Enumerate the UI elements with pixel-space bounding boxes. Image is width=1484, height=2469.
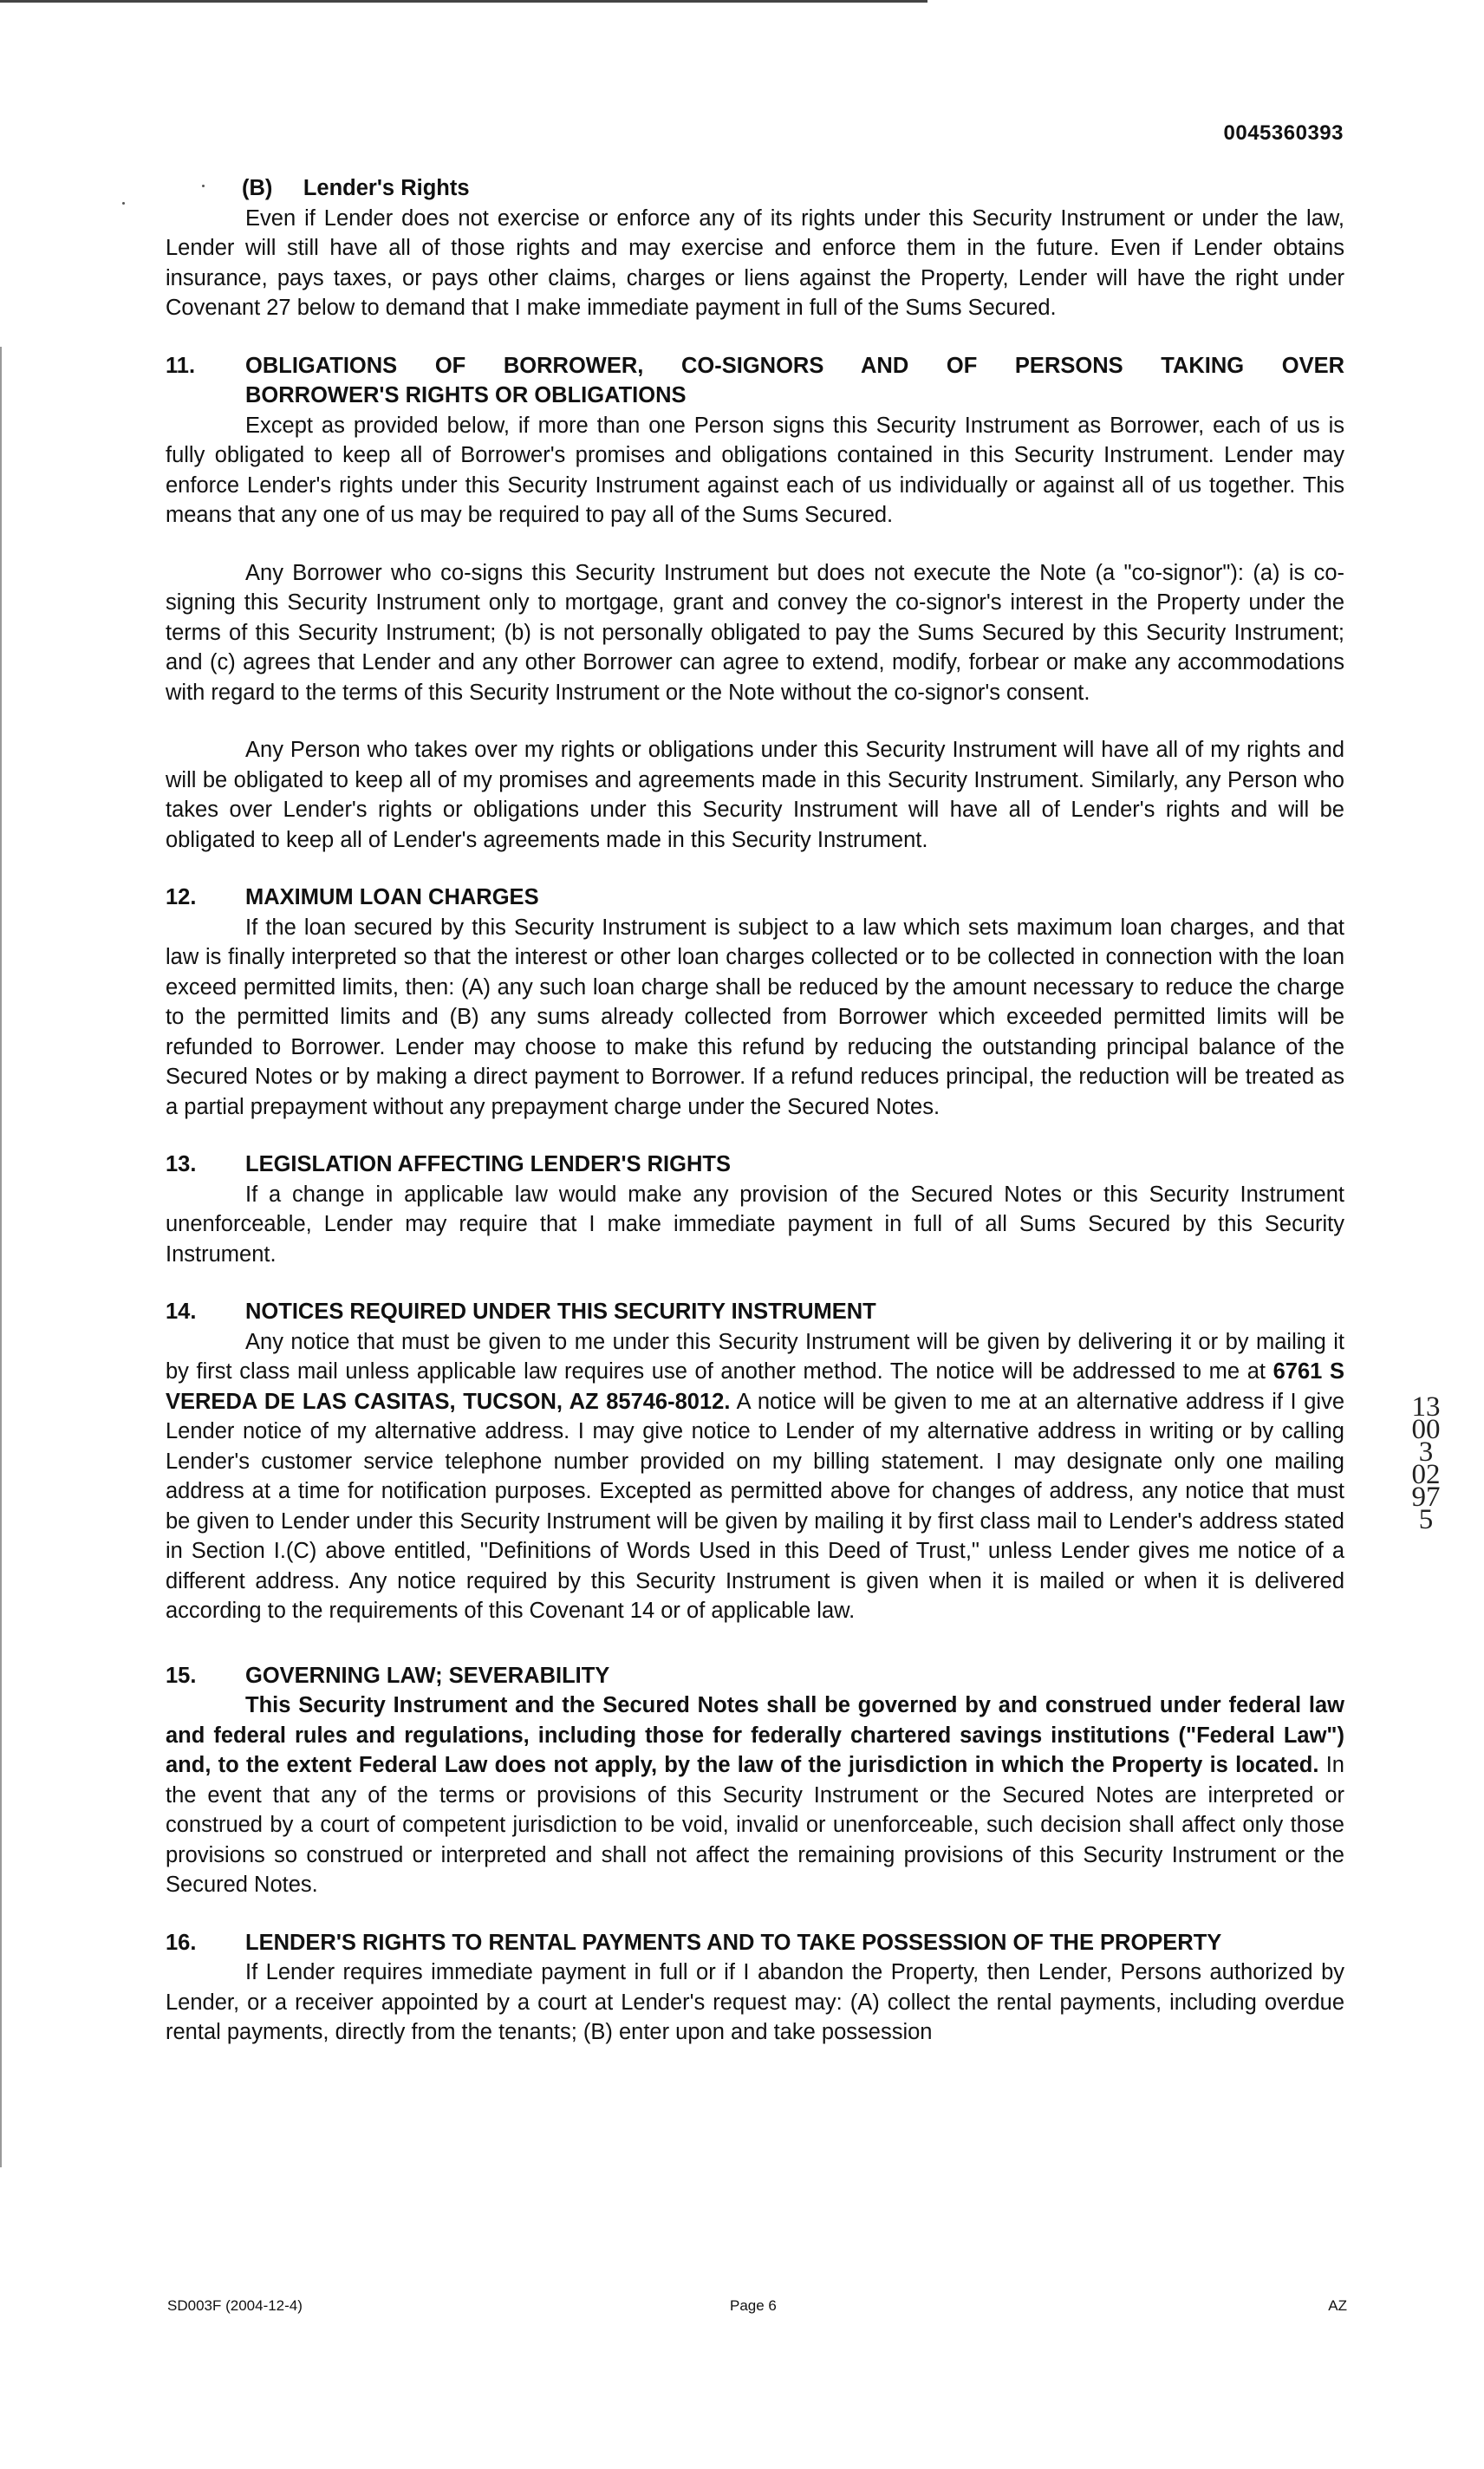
section-b-title: Lender's Rights xyxy=(303,176,470,200)
section-14-heading xyxy=(166,1297,1344,1327)
section-15-heading xyxy=(166,1661,1344,1691)
section-14-title: NOTICES REQUIRED UNDER THIS SECURITY INSTRUMENT xyxy=(245,1300,876,1324)
section-13-number: 13. xyxy=(166,1152,197,1176)
section-11-number: 11. xyxy=(166,353,196,378)
section-11-title-line1: OBLIGATIONS OF BORROWER, CO-SIGNORS AND OF PERSONS TAKING OVER xyxy=(245,353,1344,378)
form-id: SD003F (2004-12-4) xyxy=(167,2297,303,2314)
section-13-paragraph: If a change in applicable law would make any provision of the Secured Notes or this Security Instrument unenforceable, Lender may require that I make immediate payment in full of all Sums Secured by this Security Instrument. xyxy=(166,1182,1344,1267)
section-14-paragraph xyxy=(166,1327,1344,1626)
document-body xyxy=(166,173,1344,2048)
borrower-address: 6761 S VEREDA DE LAS CASITAS, TUCSON, AZ 85746-8012. xyxy=(166,1359,1344,1414)
section-b-label: (B) xyxy=(242,176,273,200)
section-16-paragraph: If Lender requires immediate payment in full or if I abandon the Property, then Lender, Persons authorized by Lender, or a receiver appointed by a court at Lender's request may: (A) collect the rental payments, including overdue rental payments, directly from the tenants; (B) enter upon and take possession xyxy=(166,1960,1344,2044)
section-16-heading xyxy=(166,1928,1344,1958)
section-15-title: GOVERNING LAW; SEVERABILITY xyxy=(245,1663,610,1688)
state-code: AZ xyxy=(1328,2297,1347,2314)
section-11-paragraph-2: Any Borrower who co-signs this Security Instrument but does not execute the Note (a "co-signor"): (a) is co-signing this Security Instrument only to mortgage, grant and convey the co-signor's interest in the Property under the terms of this Security Instrument; (b) is not personally obligated to pay the Sums Secured by this Security Instrument; and (c) agrees that Lender and any other Borrower can agree to extend, modify, forbear or make any accommodations with regard to the terms of this Security Instrument or the Note without the co-signor's consent. xyxy=(166,560,1344,705)
loan-number: 0045360393 xyxy=(1223,121,1344,145)
section-b xyxy=(166,173,1344,323)
section-15-paragraph xyxy=(166,1691,1344,1900)
scan-left-edge xyxy=(0,347,2,2167)
recording-stamp: 13003 02975 xyxy=(1411,1391,1441,1535)
section-12-title: MAXIMUM LOAN CHARGES xyxy=(245,885,539,909)
section-16-title: LENDER'S RIGHTS TO RENTAL PAYMENTS AND TO TAKE POSSESSION OF THE PROPERTY xyxy=(245,1930,1222,1955)
section-13 xyxy=(166,1150,1344,1269)
section-11 xyxy=(166,351,1344,856)
section-13-title: LEGISLATION AFFECTING LENDER'S RIGHTS xyxy=(245,1152,731,1176)
section-16-number: 16. xyxy=(166,1930,197,1955)
section-12-number: 12. xyxy=(166,885,197,909)
section-14 xyxy=(166,1297,1344,1626)
section-12 xyxy=(166,883,1344,1122)
section-b-heading xyxy=(166,173,1344,204)
scan-top-edge xyxy=(0,0,928,3)
scan-speck xyxy=(122,202,125,205)
page-number: Page 6 xyxy=(730,2297,777,2314)
section-14-number: 14. xyxy=(166,1300,197,1324)
section-12-heading xyxy=(166,883,1344,913)
section-16 xyxy=(166,1928,1344,2048)
section-15-text: In the event that any of the terms or provisions of this Security Instrument or the Secured Notes are interpreted or construed by a court of competent jurisdiction to be void, invalid or unenforceable, such decision shall affect only those provisions so construed or interpreted and shall not affect the remaining provisions of this Security Instrument or the Secured Notes. xyxy=(166,1753,1344,1897)
section-14-text-a: Any notice that must be given to me under this Security Instrument will be given by delivering it or by mailing it by first class mail unless applicable law requires use of another method. The notice will be addressed to me at xyxy=(166,1329,1344,1384)
section-12-paragraph: If the loan secured by this Security Instrument is subject to a law which sets maximum loan charges, and that law is finally interpreted so that the interest or other loan charges collected or to be collected in connection with the loan exceed permitted limits, then: (A) any such loan charge shall be reduced by the amount necessary to reduce the charge to the permitted limits and (B) any sums already collected from Borrower which exceeded permitted limits will be refunded to Borrower. Lender may choose to make this refund by reducing the outstanding principal balance of the Secured Notes or by making a direct payment to Borrower. If a refund reduces principal, the reduction will be treated as a partial prepayment without any prepayment charge under the Secured Notes. xyxy=(166,915,1344,1119)
section-11-paragraph-1: Except as provided below, if more than one Person signs this Security Instrument as Borrower, each of us is fully obligated to keep all of Borrower's promises and obligations contained in this Security Instrument. Lender may enforce Lender's rights under this Security Instrument against each of us individually or against all of us together. This means that any one of us may be required to pay all of the Sums Secured. xyxy=(166,413,1344,527)
section-15 xyxy=(166,1661,1344,1900)
section-11-heading xyxy=(166,351,1344,411)
section-11-paragraph-3: Any Person who takes over my rights or obligations under this Security Instrument will have all of my rights and will be obligated to keep all of my promises and agreements made in this Security Instrument. Similarly, any Person who takes over Lender's rights or obligations under this Security Instrument will have all of Lender's rights and will be obligated to keep all of Lender's agreements made in this Security Instrument. xyxy=(166,738,1344,852)
section-11-title-line2: BORROWER'S RIGHTS OR OBLIGATIONS xyxy=(245,383,687,407)
section-15-number: 15. xyxy=(166,1663,197,1688)
section-14-text-b: A notice will be given to me at an alternative address if I give Lender notice of my alternative address. I may give notice to Lender of my alternative address in writing or by calling Lender's customer service telephone number provided on my billing statement. I may designate only one mailing address at a time for notification purposes. Excepted as permitted above for changes of address, any notice that must be given to Lender under this Security Instrument will be given by mailing it by first class mail to Lender's address stated in Section I.(C) above entitled, "Definitions of Words Used in this Deed of Trust," unless Lender gives me notice of a different address. Any notice required by this Security Instrument is given when it is mailed or when it is delivered according to the requirements of this Covenant 14 or of applicable law. xyxy=(166,1389,1345,1623)
section-b-paragraph: Even if Lender does not exercise or enforce any of its rights under this Security Instrument or under the law, Lender will still have all of those rights and may exercise and enforce them in the future. Even if Lender obtains insurance, pays taxes, or pays other claims, charges or liens against the Property, Lender will have the right under Covenant 27 below to demand that I make immediate payment in full of the Sums Secured. xyxy=(166,205,1344,320)
section-13-heading xyxy=(166,1150,1344,1180)
section-15-bold-text: This Security Instrument and the Secured Notes shall be governed by and construed under federal law and federal rules and regulations, including those for federally chartered savings institutions ("Federal Law") and, to the extent Federal Law does not apply, by the law of the jurisdiction in which the Property is located. xyxy=(166,1693,1344,1777)
